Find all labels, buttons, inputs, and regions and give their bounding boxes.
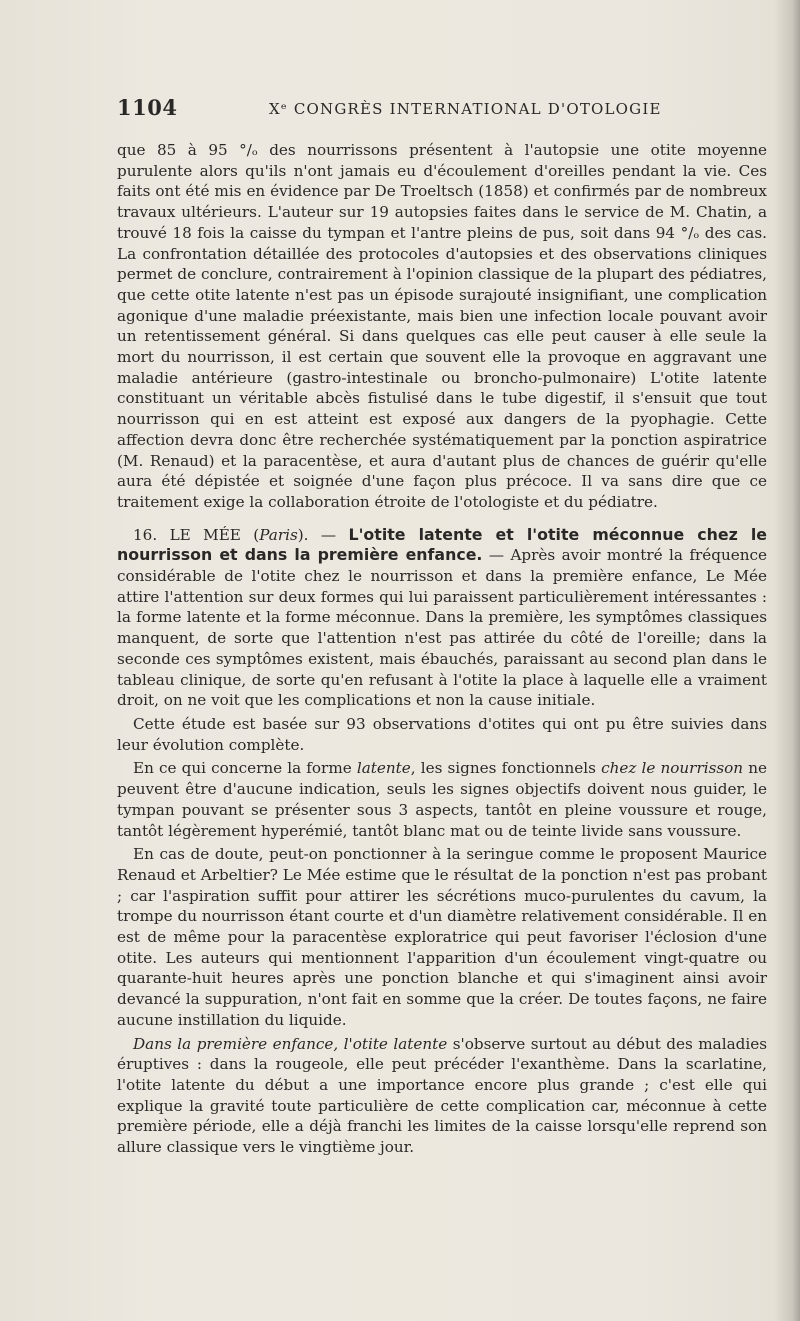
text-run: En ce qui concerne la forme bbox=[133, 759, 357, 778]
running-header bbox=[117, 95, 767, 125]
paragraph-observations: Cette étude est basée sur 93 observations d'otites qui ont pu être suivies dans leur évolution complète. bbox=[117, 714, 767, 754]
paragraph-early-childhood bbox=[117, 1034, 767, 1158]
abstract-16 bbox=[117, 525, 767, 711]
abstract-city: Paris bbox=[259, 525, 298, 544]
page-edge-shadow bbox=[774, 0, 800, 1321]
paragraph-puncture: En cas de doute, peut-on ponctionner à la seringue comme le proposent Maurice Renaud et Arbeltier? Le Mée estime que le résultat de la ponction n'est pas probant ; car l'aspiration suffit pour attirer les sécrétions muco-purulentes du cavum, la trompe du nourrisson étant courte et d'un diamètre relativement considérable. Il en est de même pour la paracentèse exploratrice qui peut favoriser l'éclosion d'une otite. Les auteurs qui mentionnent l'apparition d'un écoulement vingt-quatre ou quarante-huit heures après une ponction blanche et qui s'imaginent ainsi avoir devancé la suppuration, n'ont fait en somme que la créer. De toutes façons, ne faire aucune instillation du liquide. bbox=[117, 845, 767, 1029]
italic-lead: Dans la première enfance, l'otite latente bbox=[133, 1034, 448, 1053]
text-run: s'observe surtout au début des maladies éruptives : dans la rougeole, elle peut précéder l'exanthème. Dans la scarlatine, l'otite latente du début a une importance encore plus grande ; c'est elle qui explique la gravité toute particulière de cette complication car, méconnue à cette première période, elle a déjà franchi les limites de la caisse lorsqu'elle reprend son allure classique vers le vingtième jour. bbox=[117, 1034, 767, 1157]
abstract-body: — Après avoir montré la fréquence considérable de l'otite chez le nourrisson et dans la première enfance, Le Mée attire l'attention sur deux formes qui lui paraissent particulièrement intéressantes : la forme latente et la forme méconnue. Dans la première, les symptômes classiques manquent, de sorte que l'attention n'est pas attirée du côté de l'oreille; dans la seconde ces symptômes existent, mais ébauchés, paraissant au second plan dans le tableau clinique, de sorte qu'en refusant à l'otite la place à laquelle elle a vraiment droit, on ne voit que les complications et non la cause initiale. bbox=[117, 546, 767, 710]
text-run: , les signes fonctionnels bbox=[410, 759, 602, 778]
paragraph-continued: que 85 à 95 °/ₒ des nourrissons présentent à l'autopsie une otite moyenne purulente alors qu'ils n'ont jamais eu d'écoulement d'oreilles pendant la vie. Ces faits ont été mis en évidence par De Troeltsch (1858) et confirmés par de nombreux travaux ultérieurs. L'auteur sur 19 autopsies faites dans le service de M. Chatin, a trouvé 18 fois la caisse du tympan et l'antre pleins de pus, soit dans 94 °/ₒ des cas. La confrontation détaillée des protocoles d'autopsies et des observations cliniques permet de conclure, contrairement à l'opinion classique de la plupart des pédiatres, que cette otite latente n'est pas un épisode surajouté insignifiant, une complication agonique d'une maladie préexistante, mais bien une infection locale pouvant avoir un retentissement général. Si dans quelques cas elle peut causer à elle seule la mort du nourrisson, il est certain que souvent elle la provoque en aggravant une maladie antérieure (gastro-intestinale ou broncho-pulmonaire) L'otite latente constituant un véritable abcès fistulisé dans le tube digestif, il s'ensuit que tout nourrisson qui en est atteint est exposé aux dangers de la pyophagie. Cette affection devra donc être recherchée systématiquement par la ponction aspiratrice (M. Renaud) et la paracentèse, et aura d'autant plus de chances de guérir qu'elle aura été dépistée et soignée d'une façon plus précoce. Il va sans dire que ce traitement exige la collaboration étroite de l'otologiste et du pédiatre. bbox=[117, 141, 767, 511]
italic-latente: latente bbox=[356, 759, 411, 778]
body-text bbox=[117, 140, 767, 1158]
abstract-author: 16. LE MÉE ( bbox=[133, 525, 260, 544]
running-title: Xᵉ CONGRÈS INTERNATIONAL D'OTOLOGIE bbox=[269, 100, 662, 118]
text-run: ne peuvent être d'aucune indication, seuls les signes objectifs doivent nous guider, le tympan pouvant se présenter sous 3 aspects, tantôt en pleine voussure et rouge, tantôt légèrement hyperémié, tantôt blanc mat ou de teinte livide sans voussure. bbox=[117, 759, 767, 840]
italic-nourrisson: chez le nourrisson bbox=[601, 759, 744, 778]
page-number: 1104 bbox=[117, 95, 178, 120]
paragraph-latent-form bbox=[117, 758, 767, 841]
abstract-title: L'otite latente et l'otite méconnue chez le nourrisson et dans la première enfance. bbox=[117, 524, 767, 565]
abstract-dash: ). — bbox=[297, 525, 349, 544]
